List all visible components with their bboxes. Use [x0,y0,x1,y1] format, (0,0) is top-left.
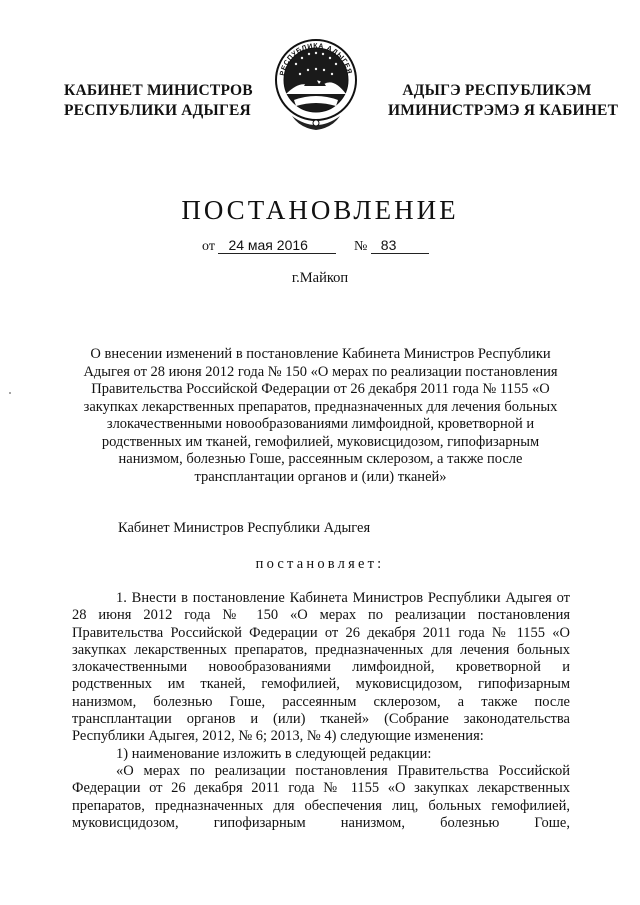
city-name: г.Майкоп [291,270,349,286]
body-paragraph: 1) наименование изложить в следующей редакции: [116,745,432,762]
emblem-text: РЕСПУБЛИКА АДЫГЕЯ [279,42,353,77]
document-body [72,590,570,832]
date-value: 24 мая 2016 [218,237,336,254]
decree-word: постановляет: [255,556,385,572]
header-left-line2: РЕСПУБЛИКИ АДЫГЕЯ [64,102,251,119]
header-left-line1: КАБИНЕТ МИНИСТРОВ [64,82,253,99]
document-subject: О внесении изменений в постановление Кабинета Министров Республики Адыгея от 28 июня 2012 года № 150 «О мерах по реализации постановления Правительства Российской Федерации от 26 декабря 2011 года № 1155 «О закупках лекарственных препаратов, предназначенных для лечения больных злокачественными новообразованиями лимфоидной, кроветворной и родственных им тканей, гемофилией, муковисцидозом, гипофизарным нанизмом, болезнью Гоше, рассеянным склерозом, а также после трансплантации органов и (или) тканей» [83,346,558,485]
header-right-line1: АДЫГЭ РЕСПУБЛИКЭМ [402,82,592,99]
issuing-authority: Кабинет Министров Республики Адыгея [118,520,371,536]
coat-of-arms-emblem-icon [270,34,362,132]
document-title: ПОСТАНОВЛЕНИЕ [181,195,459,225]
header-right [388,81,619,121]
scan-speck [9,392,11,394]
header-right-line2: ИМИНИСТРЭМЭ Я КАБИНЕТ [388,102,619,119]
body-paragraph: «О мерах по реализации постановления Правительства Российской Федерации от 26 декабря 2011 года № 1155 «О закупках лекарственных препаратов, предназначенных для обеспечения лиц, больных гемофилией, муковисцидозом, гипофизарным нанизмом, болезнью Гоше, [72,762,570,831]
body-paragraph: 1. Внести в постановление Кабинета Министров Республики Адыгея от 28 июня 2012 года № 150 «О мерах по реализации постановления Правительства Российской Федерации от 26 декабря 2011 года № 1155 «О закупках лекарственных препаратов, предназначенных для лечения больных злокачественными новообразованиями лимфоидной, кроветворной и родственных им тканей, гемофилией, муковисцидозом, гипофизарным нанизмом, болезнью Гоше, рассеянным склерозом, а также после трансплантации органов и (или) тканей» (Собрание законодательства Республики Адыгея, 2012, № 6; 2013, № 4) следующие изменения: [72,590,570,745]
number-value: 83 [371,237,429,254]
date-number-line [202,237,429,255]
date-label: от [202,239,215,254]
header-left [64,81,253,121]
number-label: № [353,239,368,254]
